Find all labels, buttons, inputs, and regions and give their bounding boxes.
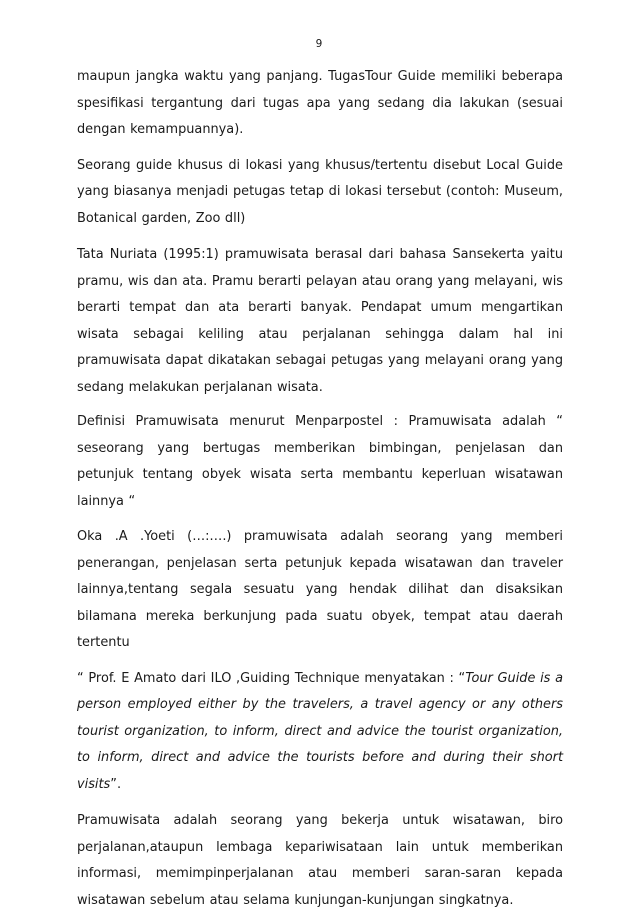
paragraph-oka-yoeti: Oka .A .Yoeti (…:….) pramuwisata adalah seorang yang memberi penerangan, penjelasan serta petunjuk kepada wisatawan dan traveler lainnya,tentang segala sesuatu yang hendak dilihat dan disaksikan bilamana mereka berkunjung pada suatu obyek, tempat atau daerah tertentu [77, 529, 563, 650]
paragraph-tata-nuriata: Tata Nuriata (1995:1) pramuwisata berasal dari bahasa Sansekerta yaitu pramu, wis dan ata. Pramu berarti pelayan atau orang yang melayani, wis berarti tempat dan ata berarti banyak. Pendapat umum mengartikan wisata sebagai keliling atau perjalanan sehingga dalam hal ini pramuwisata dapat dikatakan sebagai petugas yang melayani orang yang sedang melakukan perjalanan wisata. [77, 247, 563, 395]
body-text [77, 64, 563, 924]
amato-quote-end: ”. [110, 776, 122, 792]
paragraph-tour-guide-specification: maupun jangka waktu yang panjang. TugasTour Guide memiliki beberapa spesifikasi tergantung dari tugas apa yang sedang dia lakukan (sesuai dengan kemampuannya). [77, 69, 563, 137]
amato-intro-text: “ Prof. E Amato dari ILO ,Guiding Technique menyatakan : “ [77, 670, 466, 686]
paragraph-amato-ilo [77, 666, 563, 799]
amato-quote-text: Tour Guide is a person employed either by the travelers, a travel agency or any others tourist organization, to inform, direct and advice the tourist organization, to inform, direct and advice the tourists before and during their short visits [77, 670, 564, 792]
paragraph-menparpostel-definition: Definisi Pramuwisata menurut Menparpostel : Pramuwisata adalah “ seseorang yang bertugas memberikan bimbingan, penjelasan dan petunjuk tentang obyek wisata serta membantu keperluan wisatawan lainnya “ [77, 414, 563, 509]
page-number: 9 [315, 38, 323, 50]
paragraph-local-guide: Seorang guide khusus di lokasi yang khusus/tertentu disebut Local Guide yang biasanya menjadi petugas tetap di lokasi tersebut (contoh: Museum, Botanical garden, Zoo dll) [77, 157, 563, 226]
paragraph-pramuwisata-definition: Pramuwisata adalah seorang yang bekerja untuk wisatawan, biro perjalanan,ataupun lembaga kepariwisataan lain untuk memberikan informasi, memimpinperjalanan atau memberi saran-saran kepada wisatawan sebelum atau selama kunjungan-kunjungan singkatnya. [77, 813, 563, 908]
